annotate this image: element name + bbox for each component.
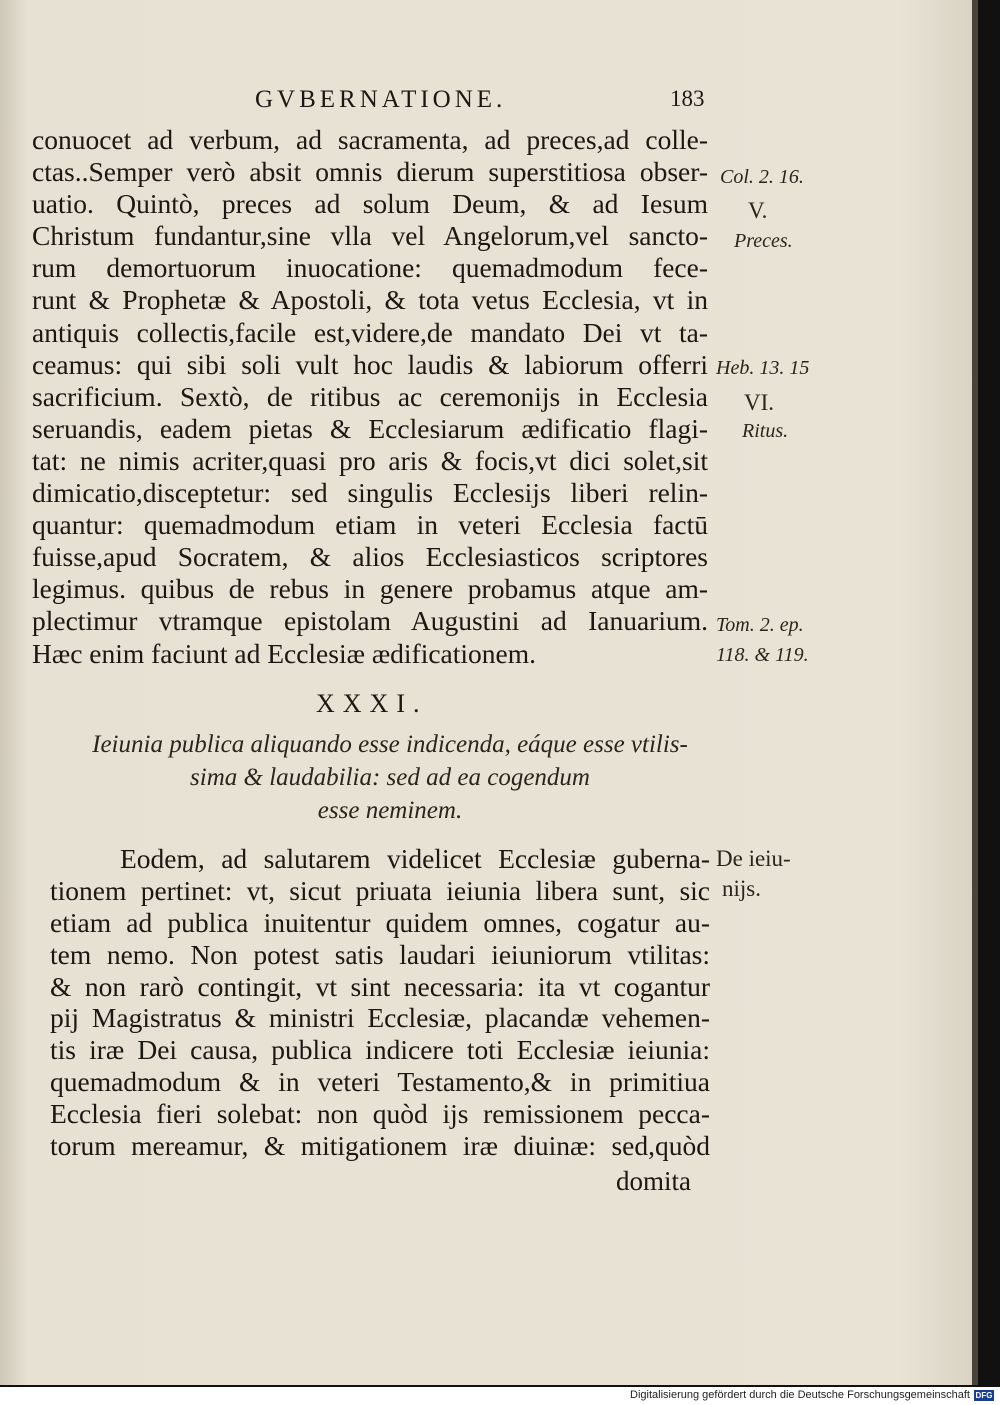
text-line: ceamus: qui sibi soli vult hoc laudis & labiorum offerri bbox=[32, 348, 708, 380]
heading-line: sima & laudabilia: sed ad ea cogendum bbox=[190, 764, 590, 791]
margin-note-tom: Tom. 2. ep. bbox=[716, 614, 804, 636]
text-line: pij Magistratus & ministri Ecclesiæ, placandæ vehemen- bbox=[50, 1002, 710, 1034]
text-line: tem nemo. Non potest satis laudari ieiuniorum vtilitas: bbox=[50, 938, 710, 970]
page-header bbox=[255, 86, 715, 118]
text-line: seruandis, eadem pietas & Ecclesiarum ædificatio flagi- bbox=[32, 412, 708, 444]
main-text bbox=[32, 124, 708, 670]
text-line: tis iræ Dei causa, publica indicere toti Ecclesiæ ieiunia: bbox=[50, 1034, 710, 1066]
section-heading bbox=[70, 728, 710, 827]
text-line: uatio. Quintò, preces ad solum Deum, & ad Iesum bbox=[32, 188, 708, 220]
margin-note-col: Col. 2. 16. bbox=[720, 166, 804, 188]
margin-note-tom-ep: 118. & 119. bbox=[716, 644, 809, 666]
catchword: domita bbox=[616, 1166, 691, 1196]
text-line: quemadmodum & in veteri Testamento,& in primitiua bbox=[50, 1066, 710, 1098]
text-line: ctas..Semper verò absit omnis dierum superstitiosa obser- bbox=[32, 156, 708, 188]
footer-credit: Digitalisierung gefördert durch die Deutsche Forschungsgemeinschaft bbox=[630, 1389, 970, 1401]
text-line: runt & Prophetæ & Apostoli, & tota vetus Ecclesia, vt in bbox=[32, 284, 708, 316]
margin-note-vi: VI. bbox=[744, 390, 775, 415]
section-number: XXXI. bbox=[316, 689, 428, 718]
text-line: etiam ad publica inuitentur quidem omnes, cogatur au- bbox=[50, 906, 710, 938]
text-line: rum demortuorum inuocatione: quemadmodum fece- bbox=[32, 252, 708, 284]
margin-note-v: V. bbox=[748, 198, 768, 223]
margin-note-ritus: Ritus. bbox=[742, 420, 789, 442]
margin-note-preces: Preces. bbox=[734, 230, 793, 252]
text-line: dimicatio,disceptetur: sed singulis Ecclesijs liberi relin- bbox=[32, 477, 708, 509]
text-line: Ecclesia fieri solebat: non quòd ijs remissionem pecca- bbox=[50, 1098, 710, 1130]
text-line: torum mereamur, & mitigationem iræ diuinæ: sed,quòd bbox=[50, 1130, 710, 1162]
text-line: quantur: quemadmodum etiam in veteri Ecclesia factū bbox=[32, 509, 708, 541]
text-line: legimus. quibus de rebus in genere probamus atque am- bbox=[32, 573, 708, 605]
margin-note-heb: Heb. 13. 15 bbox=[716, 357, 810, 379]
text-line: plectimur vtramque epistolam Augustini ad Ianuarium. bbox=[32, 605, 708, 637]
margin-note-ieiunijs: De ieiu- bbox=[716, 846, 791, 871]
running-head: GVBERNATIONE. bbox=[255, 86, 507, 113]
text-line: tat: ne nimis acriter,quasi pro aris & focis,vt dici solet,sit bbox=[32, 444, 708, 476]
page-edge bbox=[972, 0, 978, 1385]
margin-note-ieiunijs-2: nijs. bbox=[722, 876, 761, 901]
text-line: conuocet ad verbum, ad sacramenta, ad preces,ad colle- bbox=[32, 124, 708, 155]
heading-line: Ieiunia publica aliquando esse indicenda, eáque esse vtilis- bbox=[92, 731, 688, 758]
dfg-logo: DFG bbox=[975, 1391, 993, 1400]
text-line: fuisse,apud Socratem, & alios Ecclesiasticos scriptores bbox=[32, 541, 708, 573]
page-number: 183 bbox=[670, 86, 705, 111]
text-line: antiquis collectis,facile est,videre,de mandato Dei vt ta- bbox=[32, 316, 708, 348]
text-line: sacrificium. Sextò, de ritibus ac ceremonijs in Ecclesia bbox=[32, 380, 708, 412]
text-line: Christum fundantur,sine vlla vel Angelorum,vel sancto- bbox=[32, 220, 708, 252]
heading-line: esse neminem. bbox=[317, 797, 463, 824]
text-line: tionem pertinet: vt, sicut priuata ieiunia libera sunt, sic bbox=[50, 874, 710, 906]
text-line: Hæc enim faciunt ad Ecclesiæ ædificationem. bbox=[32, 637, 537, 669]
footer bbox=[0, 1387, 1000, 1405]
text-line: & non rarò contingit, vt sint necessaria: ita vt cogantur bbox=[50, 970, 710, 1002]
text-line: Eodem, ad salutarem videlicet Ecclesiæ guberna- bbox=[120, 843, 710, 874]
section-body bbox=[50, 843, 710, 1162]
